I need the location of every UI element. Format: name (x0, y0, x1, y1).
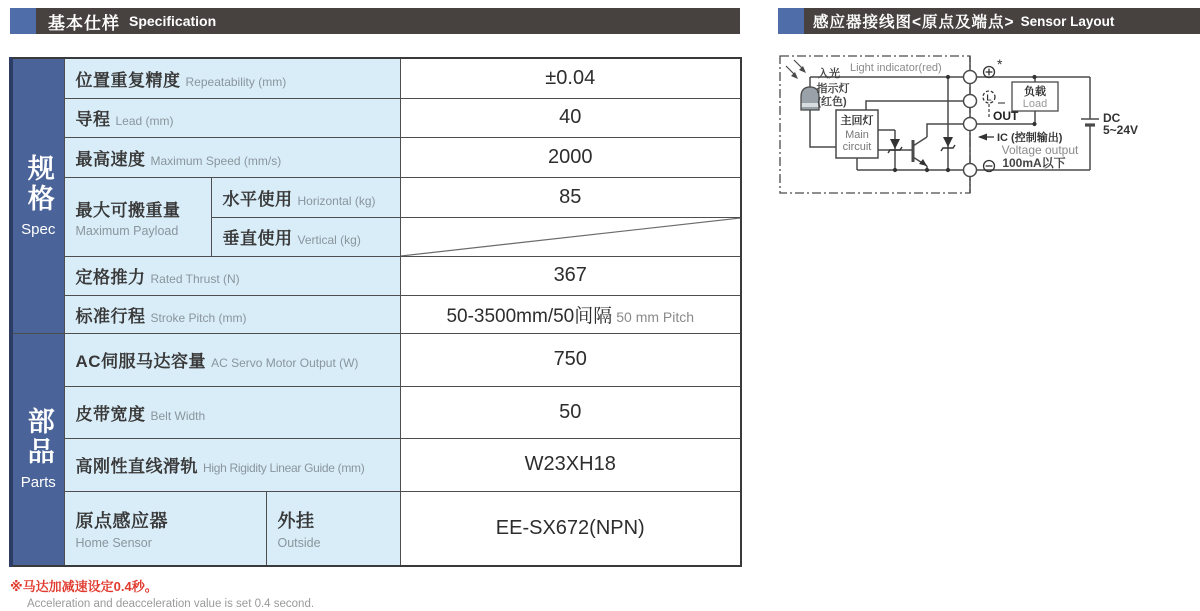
label-zh: 高刚性直线滑轨 (75, 457, 198, 476)
voltage-output-label: Voltage output (1001, 143, 1079, 157)
current-limit-label: 100mA以下 (1002, 156, 1066, 170)
value-cell-linear-guide: W23XH18 (400, 438, 741, 491)
table-row (11, 333, 741, 386)
label-cell-max-speed (64, 137, 400, 177)
terminal-minus (964, 164, 977, 177)
sensor-header-zh: 感应器接线图<原点及端点> (813, 14, 1015, 31)
table-row (11, 491, 741, 566)
label-zh: 最高速度 (75, 149, 146, 169)
load-zh: 负载 (1024, 86, 1046, 98)
label-zh: AC伺服马达容量 (75, 352, 207, 371)
value-cell-belt-width: 50 (400, 386, 741, 438)
terminal-plus (964, 71, 977, 84)
label-cell-home-sensor (64, 491, 266, 566)
label-en: Maximum Speed (mm/s) (150, 153, 282, 168)
value-cell-home-sensor: EE-SX672(NPN) (400, 491, 741, 566)
label-en: Home Sensor (75, 535, 152, 550)
not-applicable-diagonal (401, 218, 741, 256)
label-zh: 垂直使用 (222, 229, 293, 248)
label-en: Maximum Payload (75, 223, 179, 238)
label-zh: 导程 (75, 110, 111, 129)
label-en: AC Servo Motor Output (W) (211, 356, 359, 370)
spec-header-en: Specification (129, 13, 217, 29)
table-row (11, 177, 741, 217)
sensor-header-en: Sensor Layout (1020, 13, 1115, 29)
header-bar (36, 8, 740, 34)
label-cell-stroke-pitch (64, 295, 400, 333)
label-cell-payload-vertical (211, 217, 400, 256)
l-label: L (986, 92, 992, 103)
label-cell-rated-thrust (64, 256, 400, 295)
label-zh: 定格推力 (75, 268, 146, 287)
value-cell-payload-vertical (400, 217, 741, 256)
section-label-zh: 规格 (23, 153, 54, 214)
main-circuit-zh: 主回灯 (840, 115, 874, 127)
ic-label: IC (控制输出) (997, 132, 1063, 144)
label-zh: 位置重复精度 (75, 70, 181, 90)
sensor-wiring-diagram (775, 48, 1200, 200)
table-row (11, 438, 741, 491)
label-en: Rated Thrust (N) (150, 272, 240, 286)
section-label-en: Parts (20, 474, 56, 492)
label-cell-linear-guide (64, 438, 400, 491)
table-row (11, 98, 741, 137)
load-en: Load (1022, 98, 1048, 110)
indicator-label: 指示灯 (816, 83, 850, 95)
footnote (10, 576, 314, 610)
dc-label: DC (1103, 111, 1121, 125)
label-cell-repeatability (64, 58, 400, 98)
stroke-value-en: 50 mm Pitch (616, 308, 695, 325)
ic-arrowhead (978, 134, 987, 141)
terminal-out (964, 118, 977, 131)
incident-light-label: 入光 (818, 68, 840, 80)
value-cell-rated-thrust: 367 (400, 256, 741, 295)
out-label: OUT (993, 109, 1019, 123)
label-en: Lead (mm) (115, 114, 174, 128)
value-cell-payload-horizontal: 85 (400, 177, 741, 217)
emitter-arrow (919, 159, 927, 166)
spec-header-zh: 基本仕样 (48, 13, 120, 33)
label-zh: 水平使用 (222, 189, 293, 209)
label-cell-payload (64, 177, 211, 256)
value-cell-stroke-pitch (400, 295, 741, 333)
header-accent-square (778, 8, 804, 34)
label-cell-belt-width (64, 386, 400, 438)
sensor-section-header (778, 8, 1200, 34)
label-en: Stroke Pitch (mm) (150, 310, 247, 325)
footnote-zh: ※马达加减速设定0.4秒。 (10, 579, 158, 594)
table-row (11, 256, 741, 295)
header-accent-square (10, 8, 36, 34)
table-row (11, 58, 741, 98)
label-en: High Rigidity Linear Guide (mm) (203, 461, 365, 475)
light-ray-arrows-icon (786, 60, 806, 79)
table-row (11, 137, 741, 177)
value-cell-lead: 40 (400, 98, 741, 137)
value-cell-max-speed: 2000 (400, 137, 741, 177)
terminal-l (964, 95, 977, 108)
table-row (11, 386, 741, 438)
indicator-color-label: (红色) (817, 96, 847, 108)
label-cell-home-sensor-mount (266, 491, 400, 566)
label-cell-lead (64, 98, 400, 137)
value-cell-repeatability: ±0.04 (400, 58, 741, 98)
table-row (11, 295, 741, 333)
dc-range-label: 5~24V (1103, 123, 1139, 137)
label-cell-payload-horizontal (211, 177, 400, 217)
label-en: Repeatability (mm) (185, 74, 287, 89)
label-en: Vertical (kg) (297, 233, 361, 247)
label-cell-servo-output (64, 333, 400, 386)
section-cell-parts (11, 333, 64, 566)
section-label-zh: 部品 (23, 407, 54, 468)
star-label: * (997, 56, 1003, 72)
main-circuit-en2: circuit (842, 141, 872, 153)
spec-table (9, 57, 742, 567)
section-label-en: Spec (21, 220, 56, 238)
label-zh: 最大可搬重量 (75, 200, 181, 220)
value-cell-servo-output: 750 (400, 333, 741, 386)
main-circuit-en1: Main (845, 129, 869, 141)
label-en: Belt Width (150, 408, 206, 423)
label-en: Outside (277, 535, 321, 550)
label-zh: 标准行程 (75, 306, 146, 326)
stroke-value-zh: 50-3500mm/50间隔 (446, 305, 613, 327)
light-indicator-label: Light indicator(red) (850, 62, 942, 74)
footnote-en: Acceleration and deacceleration value is set 0.4 second. (27, 598, 315, 610)
label-en: Horizontal (kg) (297, 193, 376, 208)
spec-section-header (10, 8, 740, 34)
label-zh: 外挂 (277, 510, 315, 531)
header-bar (804, 8, 1200, 34)
section-cell-spec (11, 58, 64, 333)
label-zh: 原点感应器 (75, 510, 168, 531)
label-zh: 皮带宽度 (75, 404, 146, 424)
